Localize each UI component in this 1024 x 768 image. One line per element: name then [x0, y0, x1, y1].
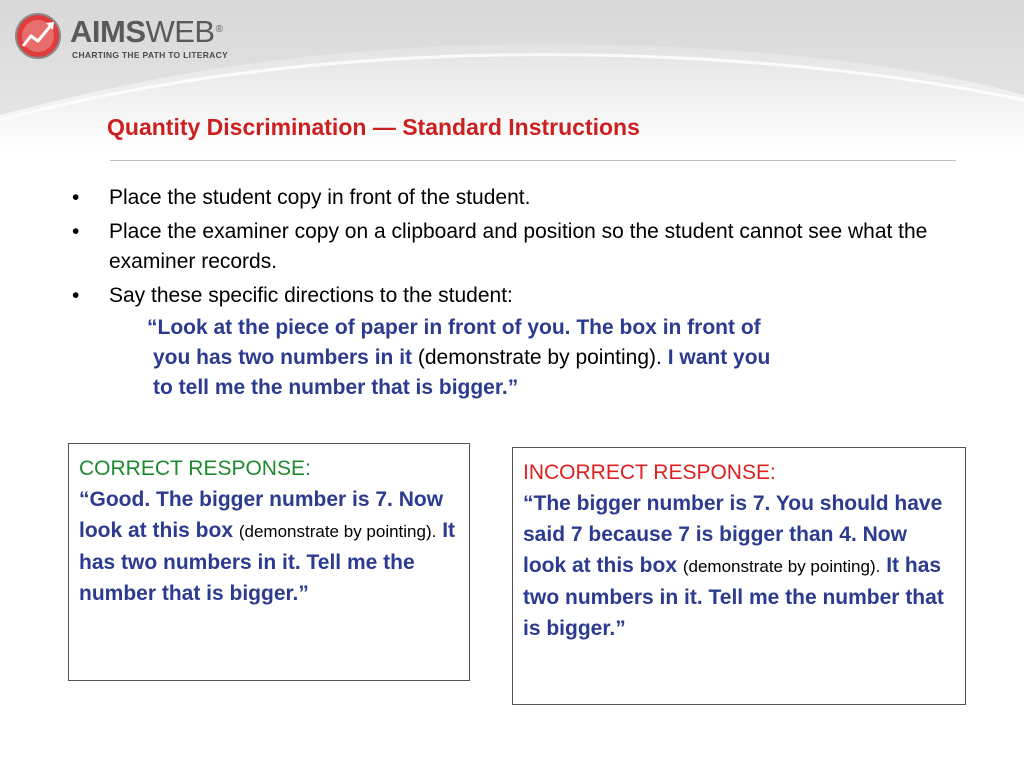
- incorrect-response-text: [523, 488, 955, 644]
- directions-quote: [147, 313, 917, 403]
- directions-line-1: “Look at the piece of paper in front of you. The box in front of: [147, 316, 761, 339]
- bullet-icon: •: [72, 220, 80, 243]
- directions-part-2: you has two numbers in it: [153, 346, 413, 369]
- list-item-text: Say these specific directions to the student:: [109, 284, 513, 307]
- incorrect-response-heading: INCORRECT RESPONSE:: [523, 461, 776, 484]
- bullet-icon: •: [72, 186, 80, 209]
- incorrect-response-line-1: “The bigger number is 7. You should have said 7 because 7 is bigger than 4. Now look at this box: [523, 492, 943, 577]
- correct-response-box: [68, 443, 470, 681]
- list-item: [70, 183, 950, 213]
- incorrect-response-line-2: It has two numbers in it. Tell me the number that is bigger.”: [523, 554, 944, 640]
- logo-wordmark: [70, 16, 223, 47]
- list-item: [70, 217, 950, 277]
- incorrect-response-aside: (demonstrate by pointing).: [682, 557, 881, 576]
- directions-line-3: to tell me the number that is bigger.”: [153, 376, 519, 399]
- correct-response-line-1: “Good. The bigger number is 7. Now look at this box: [79, 488, 444, 542]
- incorrect-response-box: [512, 447, 966, 705]
- list-item-text: Place the student copy in front of the student.: [109, 186, 531, 209]
- logo-tagline: CHARTING THE PATH TO LITERACY: [72, 50, 229, 60]
- directions-aside: (demonstrate by pointing).: [417, 346, 662, 369]
- correct-response-heading: CORRECT RESPONSE:: [79, 457, 311, 480]
- chart-circle-icon: [14, 12, 62, 60]
- registered-mark: ®: [215, 24, 223, 35]
- page-title: Quantity Discrimination — Standard Instructions: [107, 114, 640, 140]
- logo-word-light: WEB: [145, 14, 215, 49]
- logo-word-strong: AIMS: [70, 14, 146, 49]
- list-item: [70, 281, 950, 311]
- correct-response-text: [79, 484, 459, 609]
- bullet-icon: •: [72, 284, 80, 307]
- title-divider: [110, 160, 956, 161]
- correct-response-line-2: It has two numbers in it. Tell me the number that is bigger.”: [79, 519, 456, 605]
- directions-line-2: [147, 343, 917, 373]
- logo: [14, 12, 254, 62]
- correct-response-aside: (demonstrate by pointing).: [238, 522, 437, 541]
- list-item-text: Place the examiner copy on a clipboard and position so the student cannot see what the examiner records.: [109, 220, 928, 273]
- directions-part-3: I want you: [667, 346, 771, 369]
- instruction-list: [70, 183, 950, 315]
